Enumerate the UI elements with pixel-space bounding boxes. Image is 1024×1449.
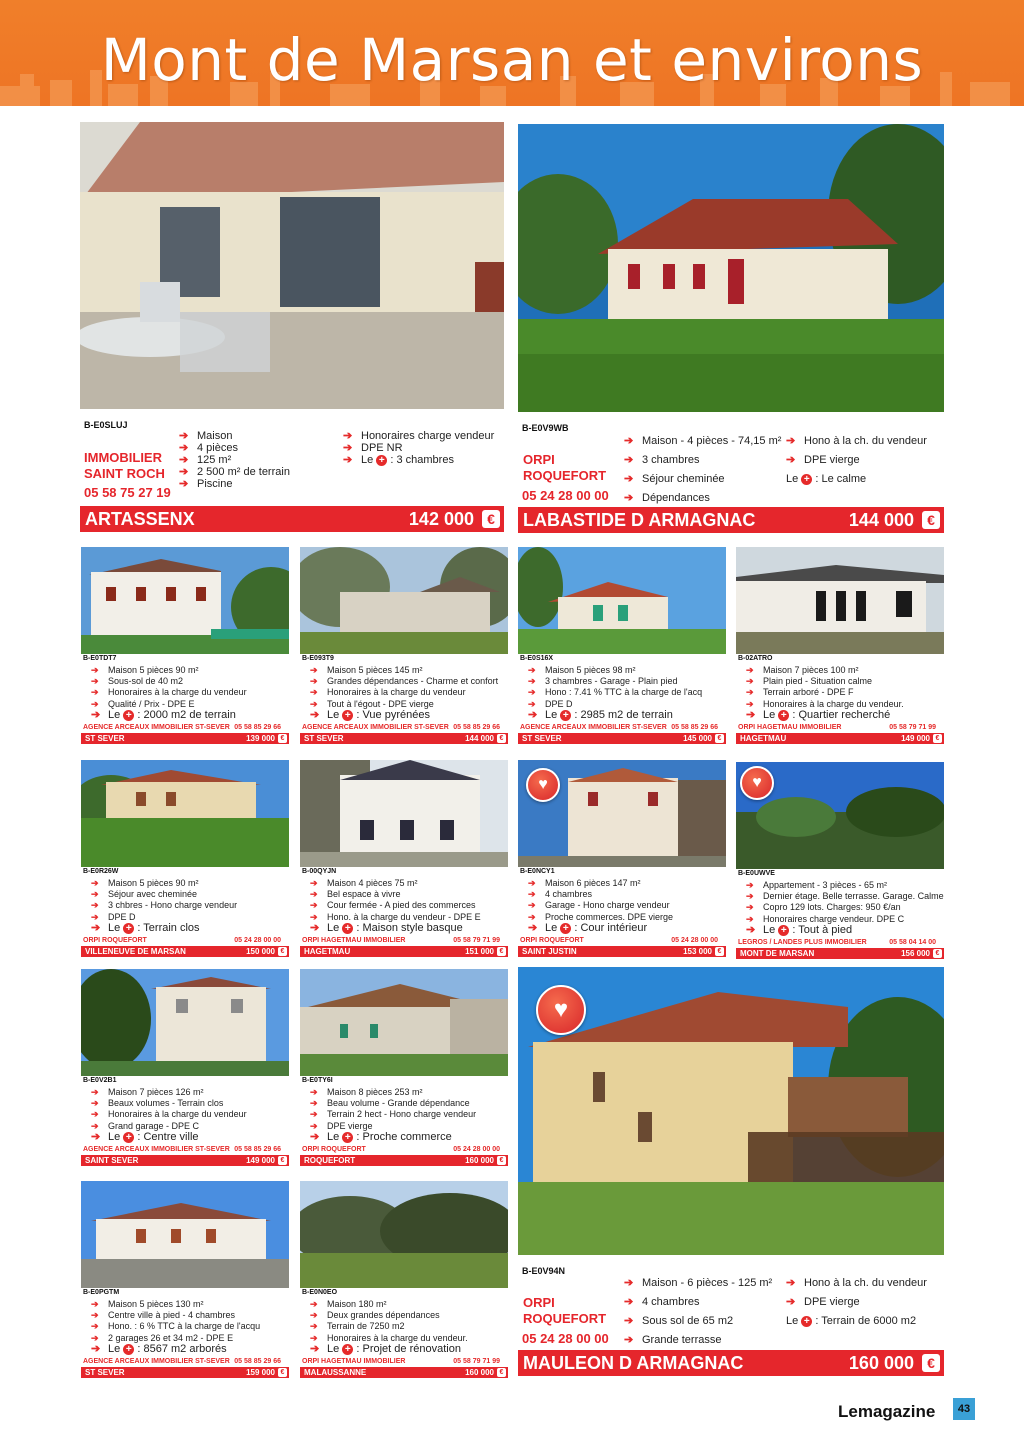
city-name: VILLENEUVE DE MARSAN [85,947,186,956]
property-photo [81,760,289,867]
city-name: ST SEVER [522,734,562,743]
feature-item: ➔ DPE vierge [786,1296,860,1308]
euro-icon: € [278,734,287,743]
city-price-bar [518,507,944,533]
listing-card[interactable] [80,122,504,532]
plus-icon: + [123,1344,134,1355]
agency-phone: 05 58 85 29 66 [453,724,500,731]
features-list-2 [784,1274,927,1331]
price: 159 000 [246,1368,275,1377]
plus-item: ➔ Le + : Cour intérieur [528,921,648,934]
agency-phone: 05 58 75 27 19 [84,485,171,500]
feature-item: ➔ 125 m² [179,454,232,466]
magazine-brand: Lemagazine [838,1402,936,1421]
city-price-bar [300,1155,508,1166]
property-photo [300,760,508,867]
plus-icon: + [778,925,789,936]
plus-icon: + [376,455,387,466]
euro-icon: € [933,949,942,958]
city-price-bar [518,733,726,744]
plus-item: Le + : Le calme [786,473,867,485]
price: 139 000 [246,734,275,743]
listing-ref: B-E0TDT7 [83,655,117,662]
listing-ref: B-E0SLUJ [84,420,128,430]
price: 156 000 [901,949,930,958]
agency-phone: 05 58 85 29 66 [234,724,281,731]
price: 160 000 [848,1353,914,1373]
page-title: Mont de Marsan et environs [100,26,924,94]
plus-icon: + [801,474,812,485]
plus-icon: + [342,1132,353,1143]
city-price-bar [736,948,944,959]
city-price-bar [518,1350,944,1376]
plus-item: ➔ Le + : 3 chambres [343,454,454,466]
price: 150 000 [246,947,275,956]
property-photo [736,547,944,654]
listing-ref: B-E0V2B1 [83,1077,117,1084]
city-price-bar [518,946,726,957]
feature-item: ➔ Séjour cheminée [624,473,725,485]
features-list: ➔ Maison 180 m² ➔ Deux grandes dépendances ➔ Terrain de 7250 m2 ➔ Honoraires à la charge du vendeur. ➔ Le + : Projet de rénovation [310,1299,468,1355]
agency-name: AGENCE ARCEAUX IMMOBILIER ST-SEVER [302,724,449,731]
feature-item: ➔ 4 chambres [624,1296,700,1308]
agency-name: ORPI ROQUEFORT [83,937,147,944]
listing-ref: B-E0N0EO [302,1289,338,1296]
agency-name: ORPI HAGETMAU IMMOBILIER [302,1358,406,1365]
agency-phone: 05 24 28 00 00 [234,937,281,944]
feature-item: ➔ Maison [179,430,233,442]
plus-item: ➔ Le + : 8567 m2 arborés [91,1342,227,1355]
agency-phone: 05 24 28 00 00 [522,1331,609,1346]
agency-phone: 05 58 79 71 99 [453,1358,500,1365]
feature-item: ➔ Dépendances [624,492,710,504]
property-photo [80,122,504,409]
city-name: ARTASSENX [85,509,195,529]
euro-icon: € [497,947,506,956]
plus-item: Le + : Terrain de 6000 m2 [786,1315,917,1327]
agency-phone: 05 24 28 00 00 [453,1146,500,1153]
city-name: MALAUSSANNE [304,1368,367,1377]
city-price-bar [81,1155,289,1166]
city-name: SAINT SEVER [85,1156,139,1165]
listing-ref: B-E0V9WB [522,423,569,433]
agency-phone: 05 24 28 00 00 [522,488,609,503]
feature-item: ➔ Sous sol de 65 m2 [624,1315,734,1327]
feature-item: ➔ Honoraires charge vendeur [343,430,495,442]
features-list: ➔ Maison 5 pièces 98 m² ➔ 3 chambres - Garage - Plain pied ➔ Hono : 7.41 % TTC à la charge de l'acq ➔ DPE D ➔ Le + : 2985 m2 de terrain [528,665,703,721]
agency-phone: 05 58 79 71 99 [889,724,936,731]
property-photo [300,969,508,1076]
listing-card[interactable] [518,760,726,960]
euro-icon: € [278,1368,287,1377]
feature-item: ➔ DPE NR [343,442,403,454]
listing-ref: B-E0S16X [520,655,554,662]
price: 160 000 [465,1156,494,1165]
plus-item: ➔ Le + : Quartier recherché [746,708,891,721]
agency-name: ORPI ROQUEFORT [302,1146,366,1153]
city-price-bar [300,946,508,957]
listing-card[interactable] [518,124,944,534]
feature-item: ➔ Piscine [179,478,233,490]
features-list: ➔ Maison 6 pièces 147 m² ➔ 4 chambres ➔ Garage - Hono charge vendeur ➔ Proche commerces. DPE vierge ➔ Le + : Cour intérieur [528,878,674,934]
property-photo [518,124,944,412]
agency-name: IMMOBILIER SAINT ROCH [84,450,165,481]
price: 144 000 [465,734,494,743]
plus-icon: + [560,710,571,721]
euro-icon: € [497,1368,506,1377]
city-price-bar [81,733,289,744]
euro-icon: € [278,1156,287,1165]
euro-icon: € [482,510,500,528]
plus-item: ➔ Le + : Centre ville [91,1130,199,1143]
features-list: ➔ Maison 7 pièces 100 m² ➔ Plain pied - Situation calme ➔ Terrain arboré - DPE F ➔ Honoraires à la charge du vendeur. ➔ Le + : Quartier recherché [746,665,904,721]
features-list: ➔ Appartement - 3 pièces - 65 m² ➔ Dernier étage. Belle terrasse. Garage. Calme ➔ Copro 129 lots. Charges: 950 €/an ➔ Honoraires charge vendeur. DPE C ➔ Le + : Tout à pied [746,880,944,936]
features-list: ➔ Maison 5 pièces 145 m² ➔ Grandes dépendances - Charme et confort ➔ Honoraires à la charge du vendeur ➔ Tout à l'égout - DPE vierge ➔ Le + : Vue pyrénées [310,665,499,721]
listing-card[interactable] [81,1181,289,1381]
agency-name: ORPI HAGETMAU IMMOBILIER [738,724,842,731]
city-name: ROQUEFORT [304,1156,356,1165]
agency-phone: 05 24 28 00 00 [671,937,718,944]
feature-item: ➔ 3 chambres [624,454,700,466]
agency-phone: 05 58 04 14 00 [889,939,936,946]
listing-ref: B-E0R26W [83,868,119,875]
plus-icon: + [123,923,134,934]
city-name: HAGETMAU [740,734,787,743]
listing-ref: B-02ATRO [738,655,773,662]
feature-item: ➔ Hono à la ch. du vendeur [786,435,927,447]
plus-item: ➔ Le + : 2985 m2 de terrain [528,708,673,721]
listing-card[interactable] [736,762,944,962]
plus-item: ➔ Le + : Terrain clos [91,921,200,934]
heart-badge-icon: ♥ [740,766,774,800]
listing-card[interactable] [81,760,289,960]
features-list [622,1274,772,1350]
agency-name: AGENCE ARCEAUX IMMOBILIER ST-SEVER [83,724,230,731]
price: 149 000 [901,734,930,743]
agency-name: LEGROS / LANDES PLUS IMMOBILIER [738,939,867,946]
feature-item: ➔ DPE vierge [786,454,860,466]
listing-card[interactable] [81,969,289,1169]
city-name: HAGETMAU [304,947,351,956]
plus-icon: + [560,923,571,934]
feature-item: ➔ Maison - 6 pièces - 125 m² [624,1277,773,1289]
features-list-2 [784,432,927,489]
price: 142 000 [408,509,474,529]
feature-item: ➔ 2 500 m² de terrain [179,466,290,478]
listing-ref: B-E0NCY1 [520,868,555,875]
listing-ref: B-E0PGTM [83,1289,120,1296]
listing-ref: B-E0V94N [522,1266,566,1276]
plus-icon: + [123,710,134,721]
plus-icon: + [342,1344,353,1355]
price: 153 000 [683,947,712,956]
city-name: ST SEVER [304,734,344,743]
plus-icon: + [342,923,353,934]
features-list: ➔ Maison 4 pièces 75 m² ➔ Bel espace à vivre ➔ Cour fermée - A pied des commerces ➔ Hono. à la charge du vendeur - DPE E ➔ Le + : Maison style basque [310,878,481,934]
euro-icon: € [933,734,942,743]
features-list: ➔ Maison 8 pièces 253 m² ➔ Beau volume - Grande dépendance ➔ Terrain 2 hect - Hono charge vendeur ➔ DPE vierge ➔ Le + : Proche commerce [310,1087,477,1143]
plus-item: ➔ Le + : 2000 m2 de terrain [91,708,236,721]
agency-name: AGENCE ARCEAUX IMMOBILIER ST-SEVER [83,1358,230,1365]
property-photo [518,547,726,654]
city-price-bar [736,733,944,744]
city-price-bar [300,1367,508,1378]
plus-item: ➔ Le + : Vue pyrénées [310,708,430,721]
agency-name: ORPI ROQUEFORT [523,452,607,483]
plus-icon: + [778,710,789,721]
listing-card[interactable] [81,547,289,747]
listing-card[interactable] [300,547,508,747]
city-price-bar [81,1367,289,1378]
euro-icon: € [715,734,724,743]
price: 145 000 [683,734,712,743]
agency-name: ORPI ROQUEFORT [520,937,584,944]
feature-item: ➔ 4 pièces [179,442,238,454]
agency-phone: 05 58 79 71 99 [453,937,500,944]
property-photo [300,547,508,654]
city-price-bar [80,506,504,532]
page-number: 43 [953,1398,975,1420]
property-photo [300,1181,508,1288]
features-list-2 [341,430,494,466]
city-name: LABASTIDE D ARMAGNAC [523,510,756,530]
heart-badge-icon: ♥ [526,768,560,802]
plus-icon: + [801,1316,812,1327]
euro-icon: € [922,511,940,529]
listing-card[interactable] [300,1181,508,1381]
features-list: ➔ Maison 5 pièces 130 m² ➔ Centre ville à pied - 4 chambres ➔ Hono. : 6 % TTC à la charge de l'acqu ➔ 2 garages 26 et 34 m2 - DPE E ➔ Le + : 8567 m2 arborés [91,1299,261,1355]
euro-icon: € [922,1354,940,1372]
listing-ref: B-00QYJN [302,868,337,875]
agency-phone: 05 58 85 29 66 [234,1358,281,1365]
city-name: MONT DE MARSAN [740,949,815,958]
agency-phone: 05 58 85 29 66 [234,1146,281,1153]
listing-card[interactable] [300,969,508,1169]
property-photo [81,969,289,1076]
listing-ref: B-E0UWVE [738,870,775,877]
features-list [622,432,781,508]
feature-item: ➔ Maison - 4 pièces - 74,15 m² [624,435,782,447]
euro-icon: € [497,734,506,743]
plus-icon: + [123,1132,134,1143]
agency-name: AGENCE ARCEAUX IMMOBILIER ST-SEVER [520,724,667,731]
page-header [0,0,1024,106]
price: 144 000 [848,510,914,530]
property-photo [81,547,289,654]
listing-card[interactable] [300,760,508,960]
price: 149 000 [246,1156,275,1165]
city-name: MAULEON D ARMAGNAC [523,1353,744,1373]
price: 160 000 [465,1368,494,1377]
plus-item: ➔ Le + : Maison style basque [310,921,463,934]
property-photo [81,1181,289,1288]
feature-item: ➔ Grande terrasse [624,1334,722,1346]
euro-icon: € [497,1156,506,1165]
euro-icon: € [715,947,724,956]
city-price-bar [300,733,508,744]
euro-icon: € [278,947,287,956]
listing-ref: B-E0TY6I [302,1077,333,1084]
city-name: ST SEVER [85,734,125,743]
city-name: SAINT JUSTIN [522,947,577,956]
listing-card[interactable] [518,967,944,1377]
heart-badge-icon: ♥ [536,985,586,1035]
plus-item: ➔ Le + : Proche commerce [310,1130,452,1143]
listing-card[interactable] [736,547,944,747]
agency-name: ORPI HAGETMAU IMMOBILIER [302,937,406,944]
features-list [177,430,290,490]
plus-item: ➔ Le + : Tout à pied [746,923,853,936]
city-name: ST SEVER [85,1368,125,1377]
agency-name: AGENCE ARCEAUX IMMOBILIER ST-SEVER [83,1146,230,1153]
agency-phone: 05 58 85 29 66 [671,724,718,731]
price: 151 000 [465,947,494,956]
city-price-bar [81,946,289,957]
agency-name: ORPI ROQUEFORT [523,1295,607,1326]
plus-item: ➔ Le + : Projet de rénovation [310,1342,461,1355]
features-list: ➔ Maison 5 pièces 90 m² ➔ Séjour avec cheminée ➔ 3 chbres - Hono charge vendeur ➔ DPE D ➔ Le + : Terrain clos [91,878,238,934]
plus-icon: + [342,710,353,721]
listing-ref: B-E093T9 [302,655,334,662]
features-list: ➔ Maison 5 pièces 90 m² ➔ Sous-sol de 40 m2 ➔ Honoraires à la charge du vendeur ➔ Qualité / Prix - DPE E ➔ Le + : 2000 m2 de terrain [91,665,247,721]
features-list: ➔ Maison 7 pièces 126 m² ➔ Beaux volumes - Terrain clos ➔ Honoraires à la charge du vendeur ➔ Grand garage - DPE C ➔ Le + : Centre ville [91,1087,247,1143]
feature-item: ➔ Hono à la ch. du vendeur [786,1277,927,1289]
listing-card[interactable] [518,547,726,747]
